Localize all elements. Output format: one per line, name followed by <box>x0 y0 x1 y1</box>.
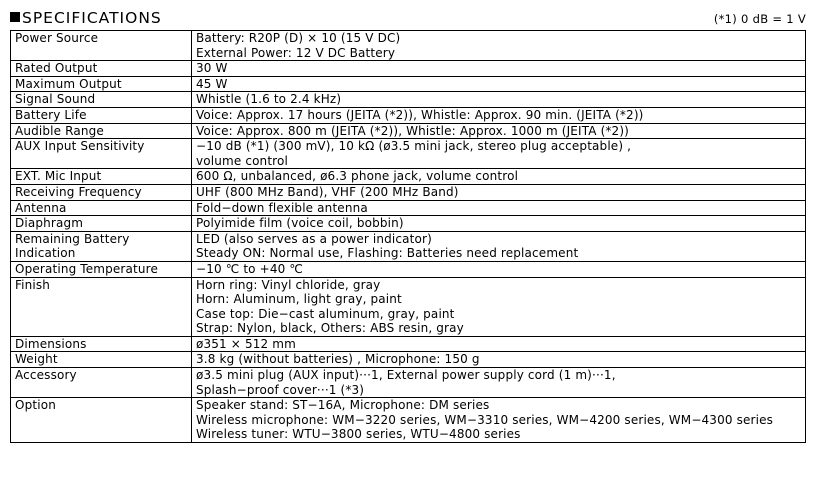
spec-label: Weight <box>15 352 58 367</box>
spec-value: 3.8 kg (without batteries) , Microphone: 150 g <box>196 352 480 367</box>
table-row <box>11 352 806 368</box>
table-row <box>11 123 806 139</box>
spec-value-cell <box>192 398 806 443</box>
table-row <box>11 61 806 77</box>
spec-value: Horn ring: Vinyl chloride, gray <box>196 277 381 292</box>
spec-label-cell <box>11 184 192 200</box>
table-row <box>11 200 806 216</box>
spec-value: ø351 × 512 mm <box>196 336 296 351</box>
spec-label: Receiving Frequency <box>15 184 142 199</box>
spec-label: Operating Temperature <box>15 261 158 276</box>
spec-value: Whistle (1.6 to 2.4 kHz) <box>196 92 342 107</box>
spec-value-cell <box>192 139 806 169</box>
spec-value-cell <box>192 123 806 139</box>
spec-label: Battery Life <box>15 107 87 122</box>
spec-table <box>10 30 806 443</box>
spec-value: LED (also serves as a power indicator) <box>196 231 432 246</box>
spec-value: 30 W <box>196 61 228 76</box>
spec-label-cell <box>11 368 192 398</box>
table-row <box>11 92 806 108</box>
spec-value-cell <box>192 352 806 368</box>
table-row <box>11 139 806 169</box>
spec-header <box>10 8 806 28</box>
spec-value: External Power: 12 V DC Battery <box>196 45 396 60</box>
title-text: SPECIFICATIONS <box>22 9 162 27</box>
spec-value: Fold−down flexible antenna <box>196 200 368 215</box>
spec-value: Voice: Approx. 17 hours (JEITA (*2)), Whistle: Approx. 90 min. (JEITA (*2)) <box>196 107 644 122</box>
spec-label-cell <box>11 169 192 185</box>
spec-value: Battery: R20P (D) × 10 (15 V DC) <box>196 31 401 45</box>
spec-label: Option <box>15 398 56 413</box>
spec-value: Splash−proof cover···1 (*3) <box>196 382 365 397</box>
spec-label: Antenna <box>15 200 67 215</box>
spec-label-cell <box>11 139 192 169</box>
spec-value-cell <box>192 107 806 123</box>
spec-label-cell <box>11 231 192 261</box>
spec-label-cell <box>11 61 192 77</box>
spec-label-cell <box>11 123 192 139</box>
spec-label: Diaphragm <box>15 216 84 231</box>
spec-label: Power Source <box>15 31 99 45</box>
spec-label: Remaining Battery <box>15 231 130 246</box>
spec-label: Finish <box>15 277 51 292</box>
square-bullet-icon <box>10 12 20 22</box>
spec-value-cell <box>192 277 806 336</box>
spec-value: Steady ON: Normal use, Flashing: Batteries need replacement <box>196 246 579 261</box>
spec-value: 45 W <box>196 76 228 91</box>
spec-value: UHF (800 MHz Band), VHF (200 MHz Band) <box>196 184 459 199</box>
spec-value: Wireless tuner: WTU−3800 series, WTU−4800 series <box>196 427 521 442</box>
spec-label-cell <box>11 76 192 92</box>
table-row <box>11 31 806 61</box>
spec-label: Dimensions <box>15 336 87 351</box>
spec-value-cell <box>192 261 806 277</box>
spec-label-cell <box>11 216 192 232</box>
spec-label-cell <box>11 31 192 61</box>
spec-value: ø3.5 mini plug (AUX input)···1, External power supply cord (1 m)···1, <box>196 368 616 383</box>
spec-label: Audible Range <box>15 123 104 138</box>
spec-label-cell <box>11 107 192 123</box>
spec-value-cell <box>192 336 806 352</box>
table-row <box>11 398 806 443</box>
spec-value: 600 Ω, unbalanced, ø6.3 phone jack, volume control <box>196 169 519 184</box>
spec-value: Speaker stand: ST−16A, Microphone: DM series <box>196 398 490 413</box>
spec-value: volume control <box>196 153 288 168</box>
spec-label: Indication <box>15 246 76 261</box>
spec-value: −10 ℃ to +40 ℃ <box>196 261 304 276</box>
spec-value: −10 dB (*1) (300 mV), 10 kΩ (ø3.5 mini jack, stereo plug acceptable) , <box>196 139 632 154</box>
table-row <box>11 107 806 123</box>
table-row <box>11 216 806 232</box>
table-row <box>11 261 806 277</box>
spec-label-cell <box>11 200 192 216</box>
spec-value-cell <box>192 92 806 108</box>
spec-value: Case top: Die−cast aluminum, gray, paint <box>196 306 455 321</box>
spec-label-cell <box>11 352 192 368</box>
spec-value-cell <box>192 368 806 398</box>
spec-value-cell <box>192 61 806 77</box>
spec-value: Voice: Approx. 800 m (JEITA (*2)), Whistle: Approx. 1000 m (JEITA (*2)) <box>196 123 630 138</box>
spec-label-cell <box>11 336 192 352</box>
table-row <box>11 277 806 336</box>
spec-label: Accessory <box>15 368 77 383</box>
table-row <box>11 76 806 92</box>
table-row <box>11 368 806 398</box>
spec-table-body <box>11 31 806 443</box>
spec-value-cell <box>192 200 806 216</box>
spec-value: Strap: Nylon, black, Others: ABS resin, gray <box>196 321 464 336</box>
spec-label: EXT. Mic Input <box>15 169 102 184</box>
spec-label-cell <box>11 261 192 277</box>
spec-label-cell <box>11 277 192 336</box>
spec-label: Rated Output <box>15 61 98 76</box>
table-row <box>11 336 806 352</box>
spec-value-cell <box>192 31 806 61</box>
spec-label-cell <box>11 92 192 108</box>
spec-value-cell <box>192 231 806 261</box>
spec-value-cell <box>192 76 806 92</box>
spec-label: Maximum Output <box>15 76 122 91</box>
spec-value-cell <box>192 184 806 200</box>
spec-label: AUX Input Sensitivity <box>15 139 145 154</box>
table-row <box>11 169 806 185</box>
spec-value-cell <box>192 169 806 185</box>
page-title <box>10 8 162 28</box>
table-row <box>11 231 806 261</box>
spec-label-cell <box>11 398 192 443</box>
table-row <box>11 184 806 200</box>
spec-value: Wireless microphone: WM−3220 series, WM−3310 series, WM−4200 series, WM−4300 series <box>196 412 774 427</box>
spec-value-cell <box>192 216 806 232</box>
footnote-reference: (*1) 0 dB = 1 V <box>713 12 806 26</box>
spec-value: Polyimide film (voice coil, bobbin) <box>196 216 404 231</box>
spec-value: Horn: Aluminum, light gray, paint <box>196 292 402 307</box>
spec-label: Signal Sound <box>15 92 96 107</box>
